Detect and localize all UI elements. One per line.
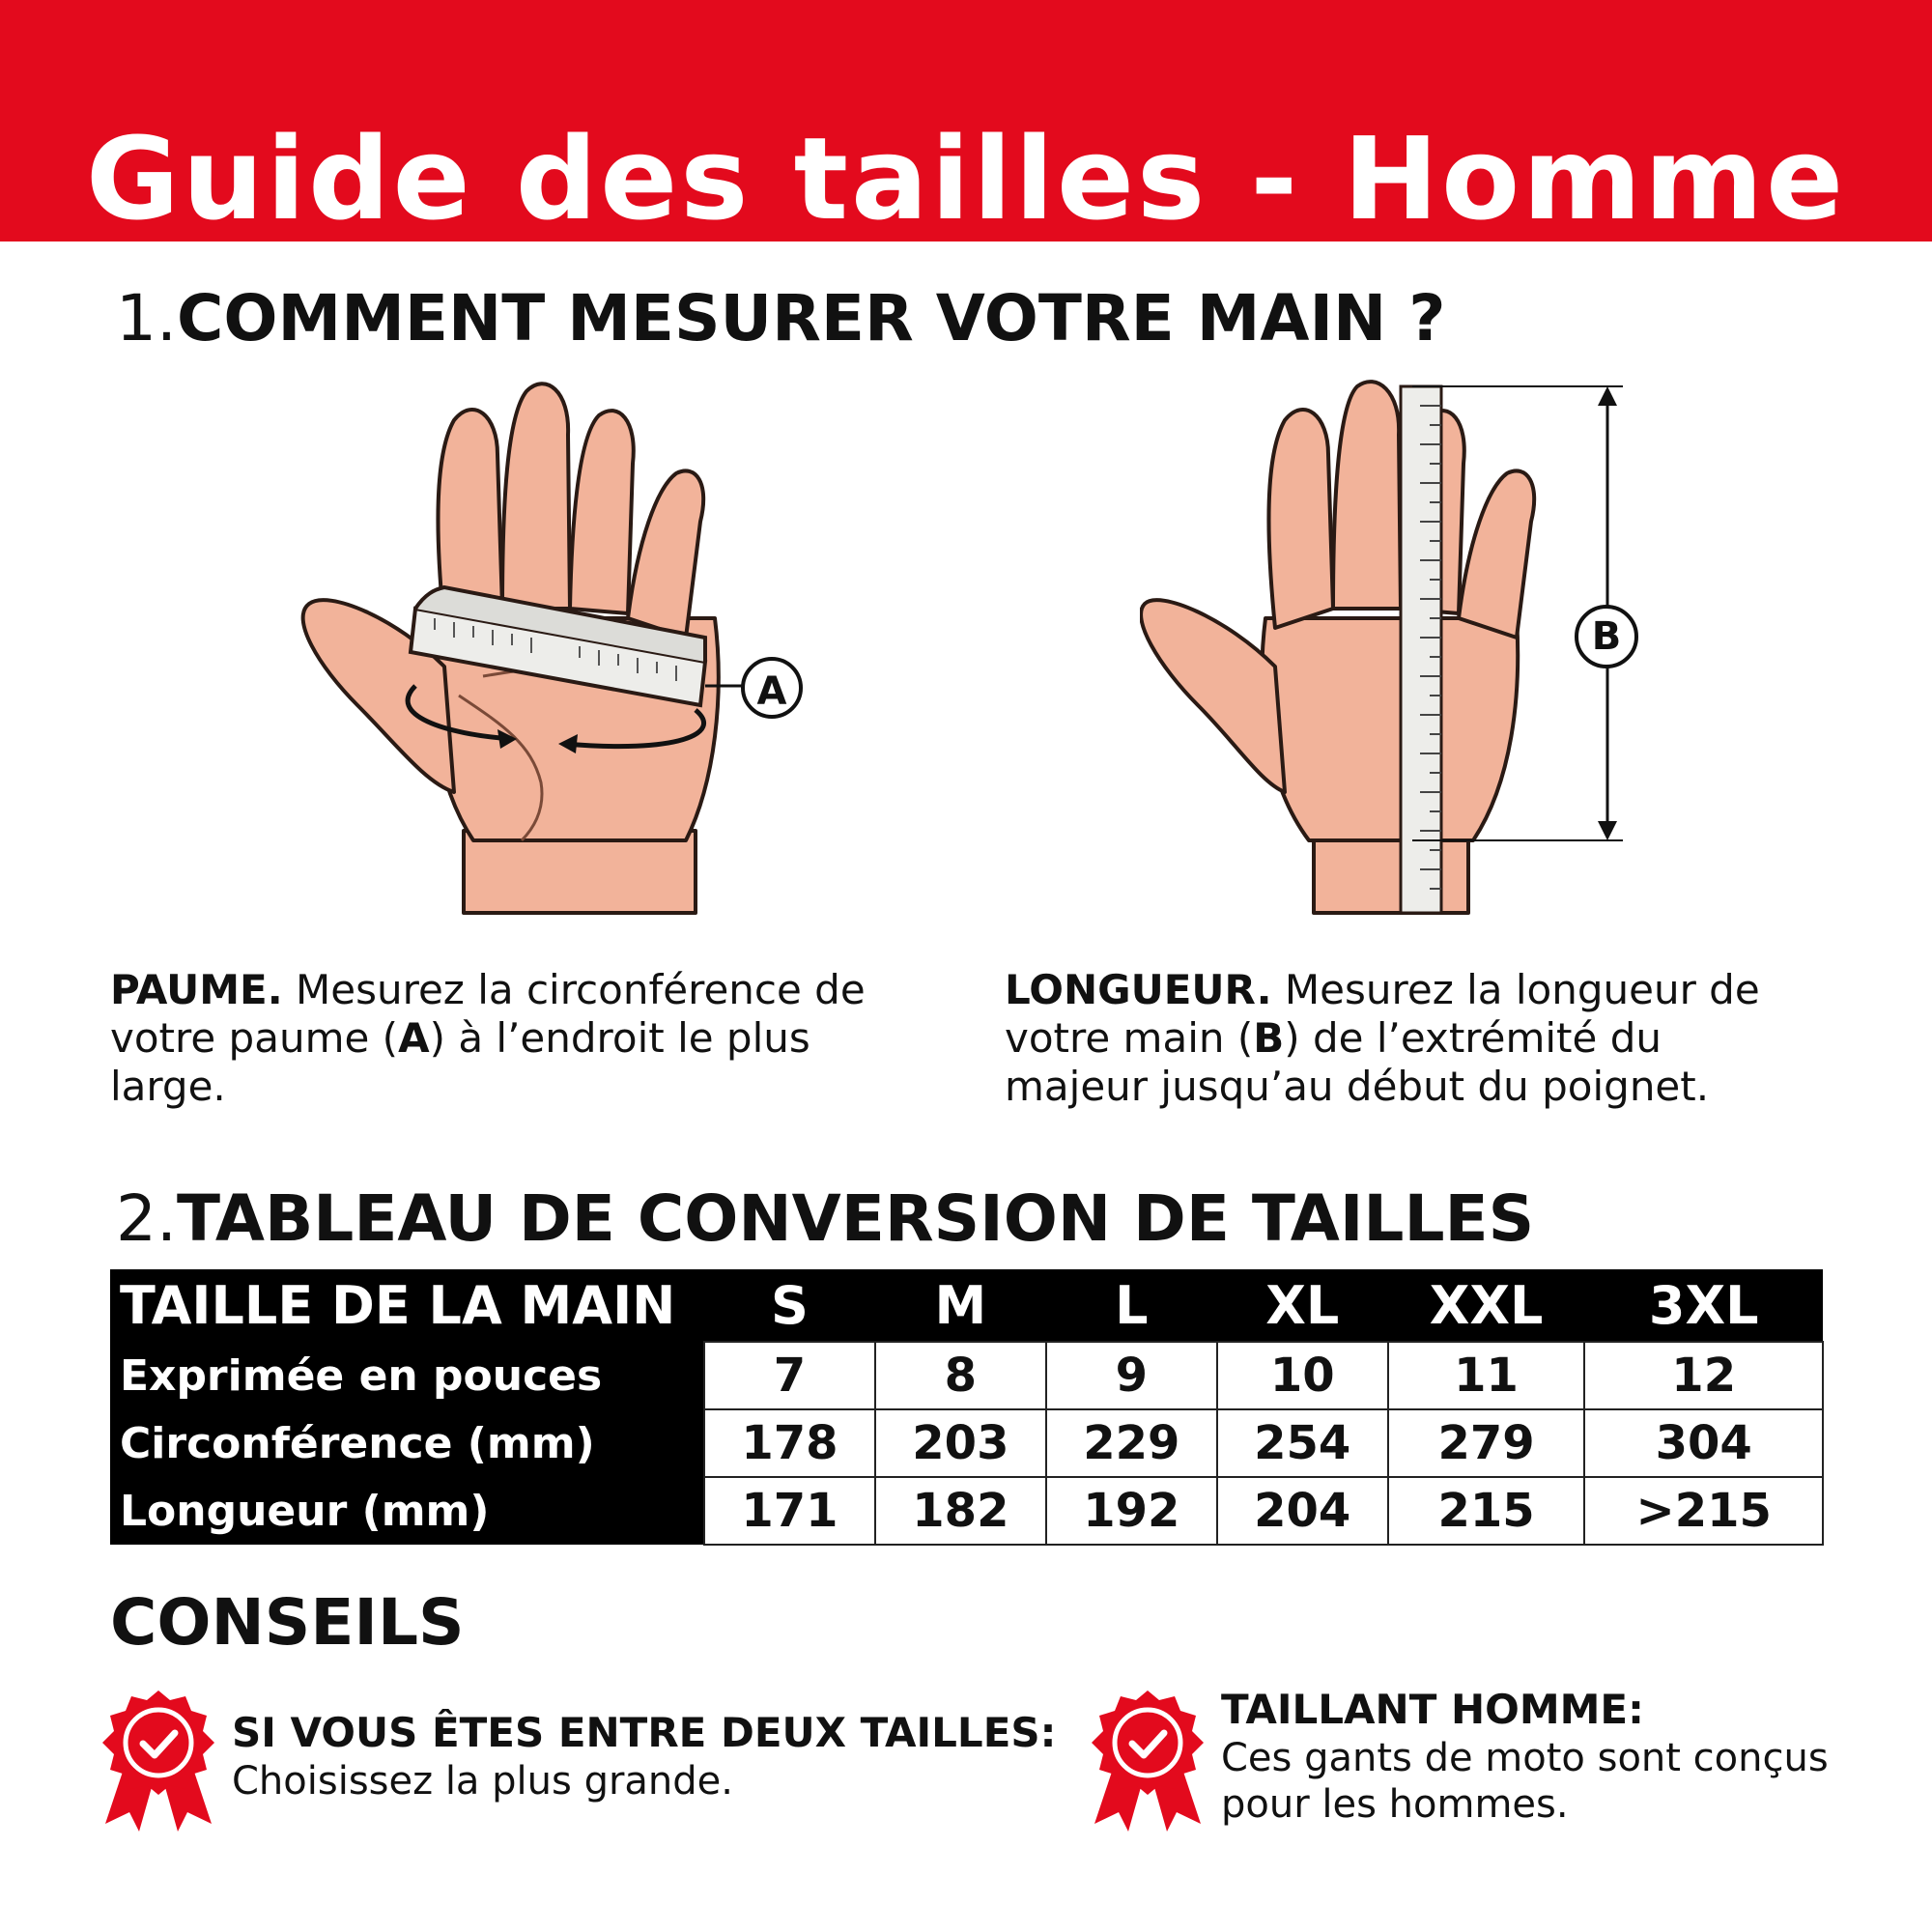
section-1-title xyxy=(116,280,1446,357)
table-cell: 171 xyxy=(704,1477,875,1545)
row-label: Circonférence (mm) xyxy=(110,1409,704,1477)
page-title: Guide des tailles - Homme xyxy=(85,112,1847,245)
table-cell: 204 xyxy=(1217,1477,1388,1545)
section-2-number: 2. xyxy=(116,1181,177,1256)
award-check-icon xyxy=(100,1689,216,1833)
length-text-after: ) de l’extrémité du majeur jusqu’au début du poignet. xyxy=(1005,1014,1710,1110)
table-header-label: TAILLE DE LA MAIN xyxy=(110,1269,704,1342)
tip-2-text: Ces gants de moto sont conçus pour les hommes. xyxy=(1221,1736,1829,1827)
section-2-heading: TABLEAU DE CONVERSION DE TAILLES xyxy=(176,1181,1535,1256)
table-cell: 9 xyxy=(1046,1342,1217,1409)
size-header: 3XL xyxy=(1584,1269,1823,1342)
award-check-icon xyxy=(1090,1689,1206,1833)
table-cell: 229 xyxy=(1046,1409,1217,1477)
palm-text-after: ) à l’endroit le plus large. xyxy=(110,1014,810,1110)
table-cell: 215 xyxy=(1388,1477,1585,1545)
table-cell: 7 xyxy=(704,1342,875,1409)
table-cell: 10 xyxy=(1217,1342,1388,1409)
table-cell: 203 xyxy=(875,1409,1046,1477)
table-cell: 182 xyxy=(875,1477,1046,1545)
row-label: Longueur (mm) xyxy=(110,1477,704,1545)
section-2-title xyxy=(116,1180,1534,1258)
table-row xyxy=(110,1342,1823,1409)
table-cell: >215 xyxy=(1584,1477,1823,1545)
row-label: Exprimée en pouces xyxy=(110,1342,704,1409)
length-description xyxy=(1005,966,1797,1111)
size-header: XXL xyxy=(1388,1269,1585,1342)
table-cell: 279 xyxy=(1388,1409,1585,1477)
table-row xyxy=(110,1409,1823,1477)
length-letter: B xyxy=(1253,1014,1285,1062)
palm-label: PAUME. xyxy=(110,966,283,1013)
size-header: M xyxy=(875,1269,1046,1342)
section-1-number: 1. xyxy=(116,281,177,355)
table-cell: 12 xyxy=(1584,1342,1823,1409)
palm-letter: A xyxy=(398,1014,430,1062)
table-cell: 8 xyxy=(875,1342,1046,1409)
marker-b-label: B xyxy=(1591,614,1622,659)
hand-length-illustration xyxy=(1140,377,1623,918)
marker-a xyxy=(741,657,803,719)
table-header-row xyxy=(110,1269,1823,1342)
tips-title: CONSEILS xyxy=(110,1585,465,1660)
table-cell: 254 xyxy=(1217,1409,1388,1477)
tip-1-heading: SI VOUS ÊTES ENTRE DEUX TAILLES: xyxy=(232,1709,1057,1756)
table-cell: 178 xyxy=(704,1409,875,1477)
palm-description xyxy=(110,966,883,1111)
tip-2-heading: TAILLANT HOMME: xyxy=(1221,1686,1644,1733)
size-header: S xyxy=(704,1269,875,1342)
length-label: LONGUEUR. xyxy=(1005,966,1272,1013)
table-cell: 192 xyxy=(1046,1477,1217,1545)
table-cell: 11 xyxy=(1388,1342,1585,1409)
section-1-heading: COMMENT MESURER VOTRE MAIN ? xyxy=(176,281,1446,355)
table-cell: 304 xyxy=(1584,1409,1823,1477)
size-header: XL xyxy=(1217,1269,1388,1342)
hand-palm-circumference-illustration xyxy=(290,377,831,918)
marker-a-label: A xyxy=(756,669,787,714)
size-conversion-table xyxy=(110,1269,1824,1546)
tip-1-text: Choisissez la plus grande. xyxy=(232,1759,733,1804)
marker-b xyxy=(1575,605,1638,668)
size-header: L xyxy=(1046,1269,1217,1342)
length-text-before: Mesurez la longueur de votre main ( xyxy=(1005,966,1760,1062)
palm-text-before: Mesurez la circonférence de votre paume ( xyxy=(110,966,866,1062)
table-row xyxy=(110,1477,1823,1545)
